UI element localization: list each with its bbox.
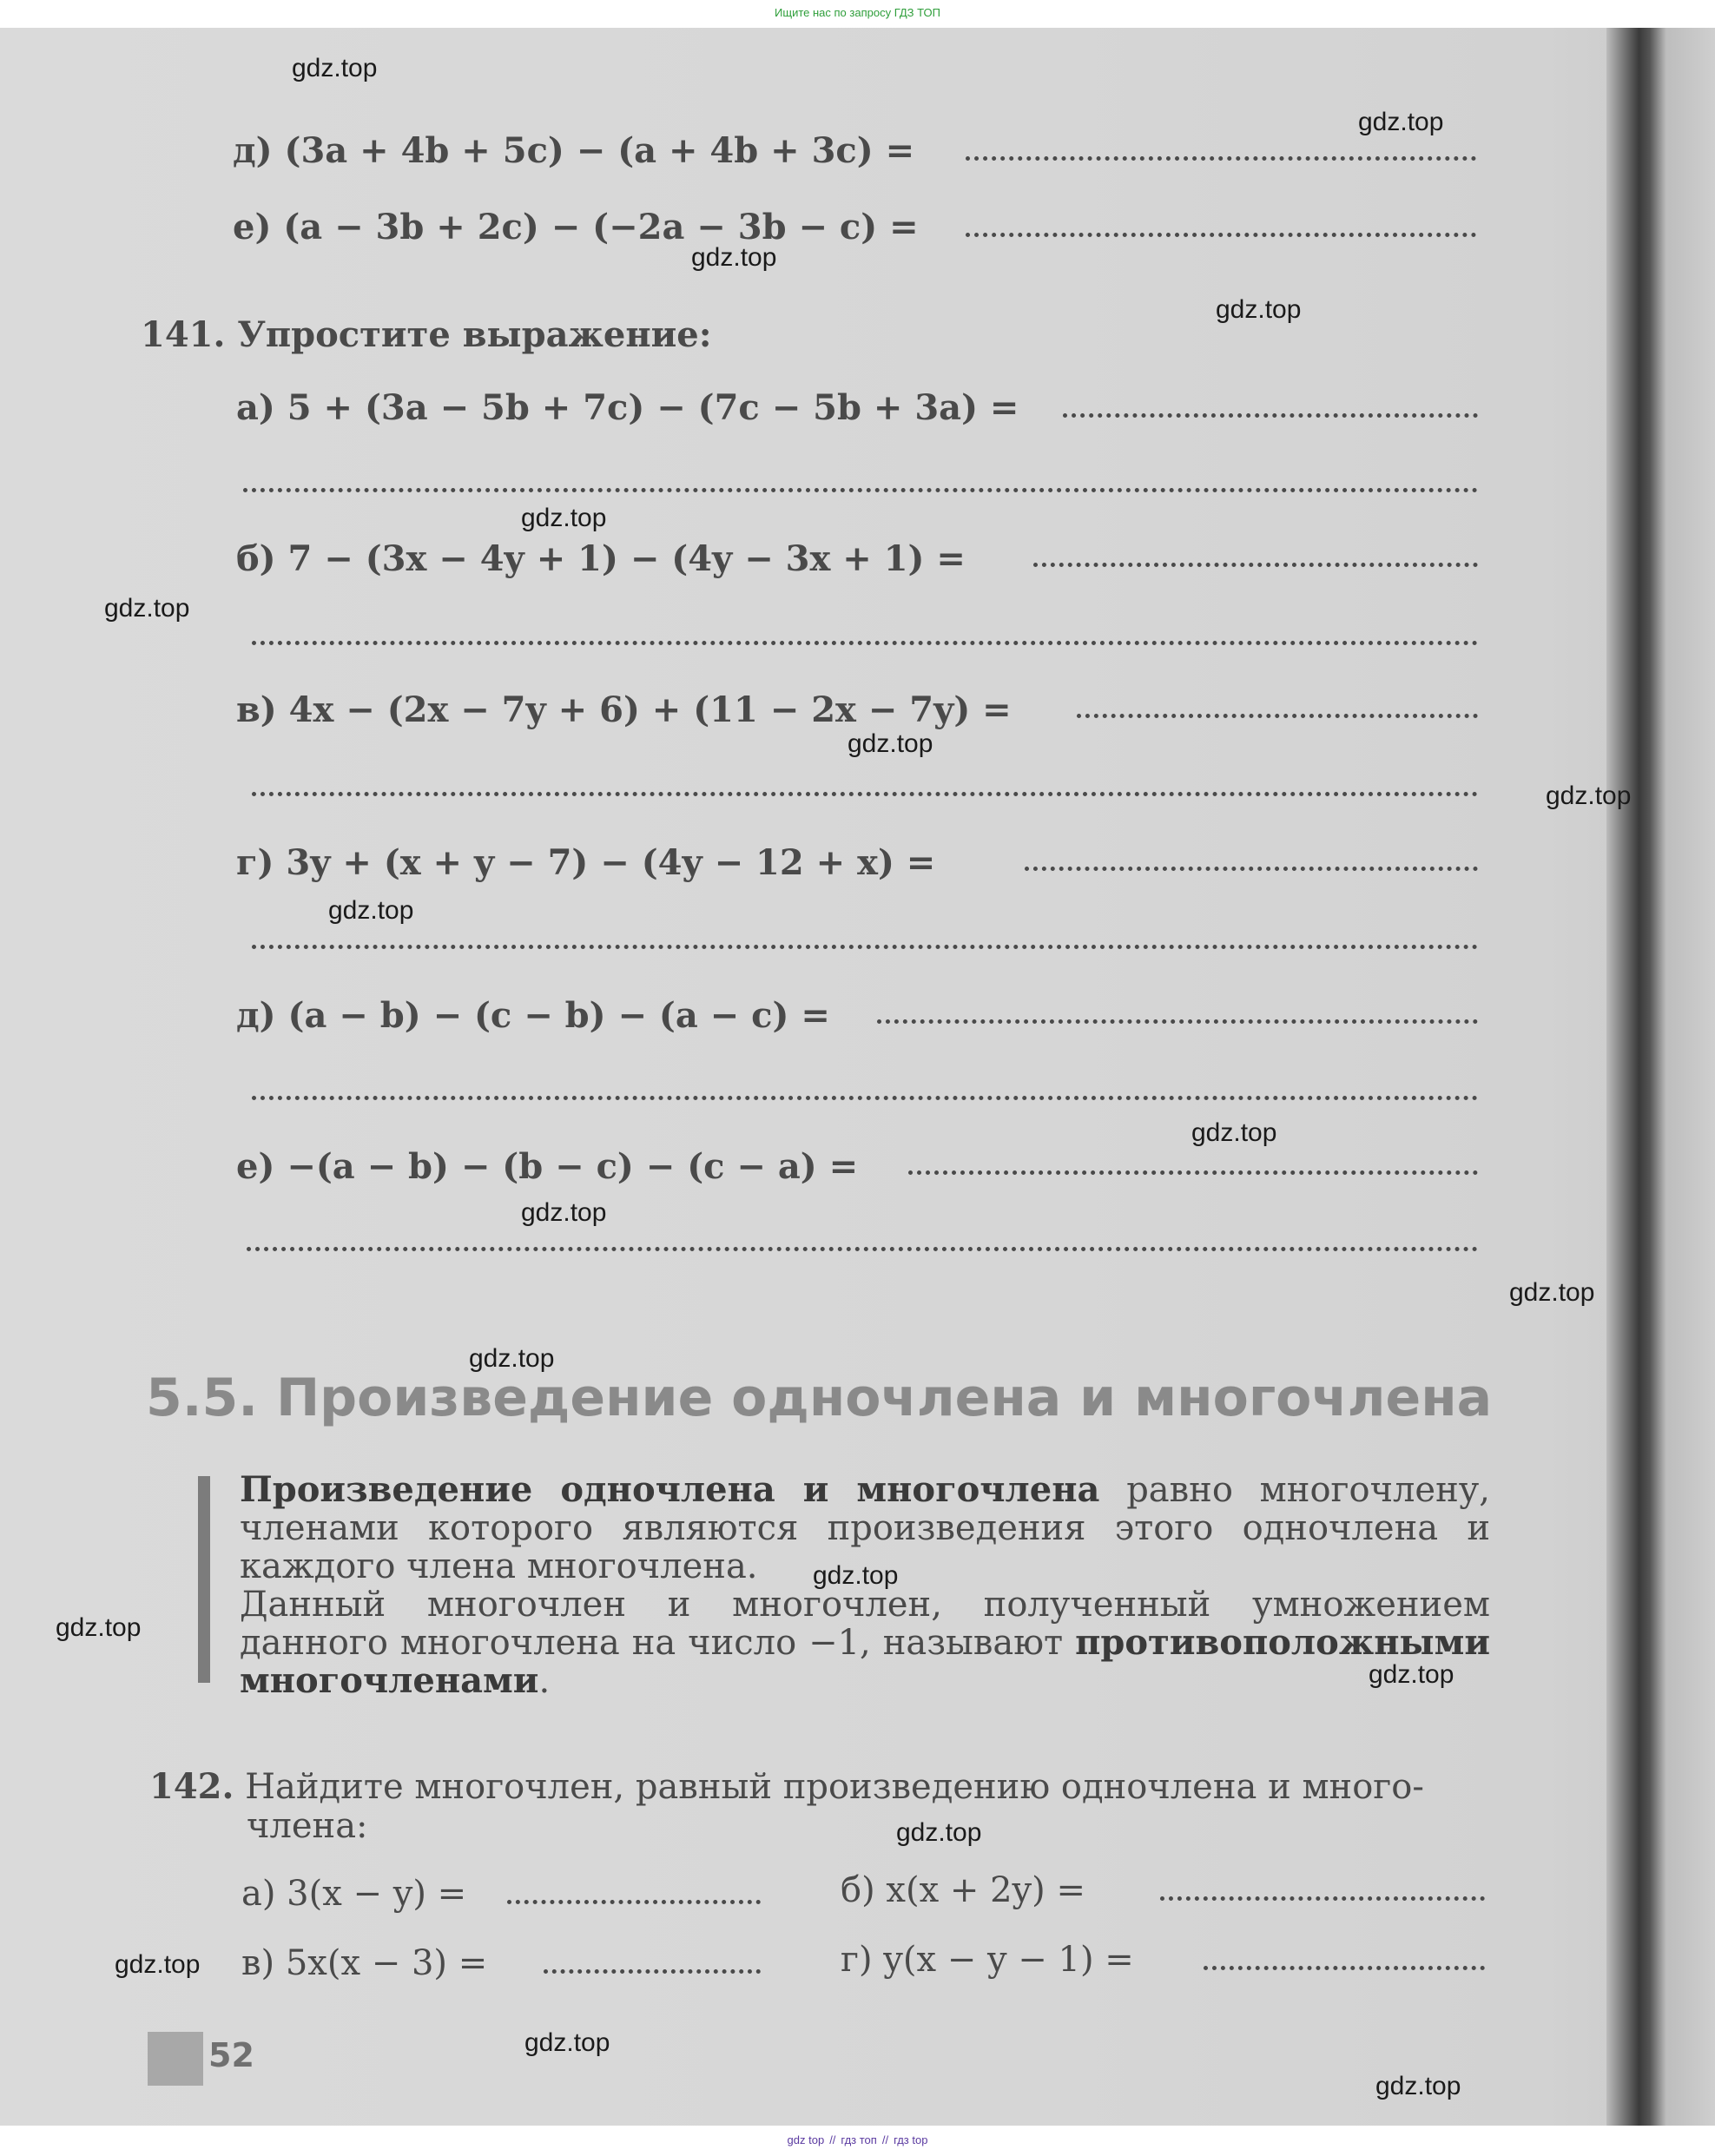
- watermark: gdz.top: [104, 594, 190, 623]
- watermark: gdz.top: [56, 1613, 142, 1642]
- bottom-link[interactable]: gdz top: [787, 2133, 825, 2146]
- section-heading: 5.5. Произведение одночлена и многочлена: [146, 1368, 1493, 1428]
- watermark: gdz.top: [813, 1561, 899, 1590]
- watermark: gdz.top: [524, 2028, 610, 2057]
- answer-dots[interactable]: [966, 156, 1476, 161]
- bottom-link[interactable]: гдз top: [894, 2133, 928, 2146]
- watermark: gdz.top: [1375, 2072, 1461, 2100]
- watermark: gdz.top: [896, 1818, 982, 1847]
- book-spine-shadow: [1606, 28, 1715, 2126]
- watermark: gdz.top: [115, 1950, 201, 1979]
- rule-term-opposite: противоположными многочленами: [240, 1622, 1490, 1701]
- task-141-header: 141. Упростите выражение:: [141, 314, 712, 355]
- answer-dots[interactable]: [1033, 563, 1478, 567]
- task-142-item-b: б) x(x + 2y) =: [841, 1870, 1085, 1910]
- task-141-item-c: в) 4x − (2x − 7y + 6) + (11 − 2x − 7y) =: [236, 689, 1012, 730]
- answer-dots[interactable]: [1025, 867, 1478, 871]
- rule-box: Произведение одночлена и многочлена равно многочлену, членами которого являются произведения этого одночлена и каждого члена многочлена. Данный многочлен и многочлен, полученный умножением данного многочлена на число −1, называют противоположными многочленами.: [240, 1469, 1491, 1701]
- top-banner[interactable]: Ищите нас по запросу ГДЗ ТОП: [775, 6, 940, 19]
- task-142-header: 142. Найдите многочлен, равный произведению одночлена и много-: [149, 1766, 1424, 1807]
- rule-side-bar: [198, 1476, 210, 1683]
- watermark: gdz.top: [1191, 1118, 1277, 1147]
- answer-dots[interactable]: [1077, 714, 1478, 718]
- answer-dots[interactable]: [966, 233, 1476, 237]
- page-number: 52: [208, 2036, 254, 2074]
- watermark: gdz.top: [691, 243, 777, 272]
- rule-term: Произведение одночлена и многочлена: [240, 1469, 1100, 1510]
- watermark: gdz.top: [1546, 781, 1632, 810]
- prev-item-d: д) (3a + 4b + 5c) − (a + 4b + 3c) =: [233, 130, 915, 171]
- watermark: gdz.top: [521, 1198, 607, 1227]
- answer-dots[interactable]: [252, 792, 1478, 796]
- bottom-banner[interactable]: gdz top // гдз топ // гдз top: [787, 2133, 928, 2146]
- task-141-item-b: б) 7 − (3x − 4y + 1) − (4y − 3x + 1) =: [236, 538, 966, 579]
- answer-dots[interactable]: [252, 641, 1478, 645]
- watermark: gdz.top: [1216, 295, 1302, 324]
- answer-dots[interactable]: [252, 1096, 1478, 1100]
- task-141-item-e: д) (a − b) − (c − b) − (a − c) =: [236, 995, 830, 1036]
- task-141-item-f: е) −(a − b) − (b − c) − (c − a) =: [236, 1146, 859, 1187]
- answer-dots[interactable]: [877, 1019, 1478, 1024]
- watermark: gdz.top: [292, 54, 378, 82]
- answer-dots[interactable]: [243, 488, 1478, 492]
- answer-dots[interactable]: [1063, 413, 1478, 418]
- answer-dots[interactable]: [247, 1247, 1478, 1251]
- task-142-item-a: а) 3(x − y) =: [241, 1874, 467, 1914]
- watermark: gdz.top: [1358, 108, 1444, 136]
- watermark: gdz.top: [1369, 1660, 1454, 1689]
- task-141-item-a: а) 5 + (3a − 5b + 7c) − (7c − 5b + 3a) =: [236, 387, 1019, 428]
- watermark: gdz.top: [848, 729, 933, 758]
- prev-item-e: е) (a − 3b + 2c) − (−2a − 3b − c) =: [233, 207, 919, 247]
- page-number-box: [148, 2032, 203, 2086]
- watermark: gdz.top: [521, 504, 607, 532]
- watermark: gdz.top: [328, 896, 414, 925]
- answer-dots[interactable]: [544, 1969, 761, 1974]
- task-141-item-d: г) 3y + (x + y − 7) − (4y − 12 + x) =: [236, 842, 936, 883]
- task-142-header-cont: члена:: [247, 1806, 368, 1846]
- bottom-link[interactable]: гдз топ: [841, 2133, 877, 2146]
- task-142-item-c: в) 5x(x − 3) =: [241, 1943, 488, 1983]
- watermark: gdz.top: [1509, 1278, 1595, 1307]
- answer-dots[interactable]: [1204, 1966, 1485, 1970]
- watermark: gdz.top: [469, 1344, 555, 1373]
- answer-dots[interactable]: [1160, 1896, 1485, 1901]
- answer-dots[interactable]: [507, 1900, 761, 1904]
- answer-dots[interactable]: [252, 945, 1478, 949]
- answer-dots[interactable]: [908, 1170, 1478, 1175]
- task-142-item-d: г) y(x − y − 1) =: [841, 1940, 1134, 1980]
